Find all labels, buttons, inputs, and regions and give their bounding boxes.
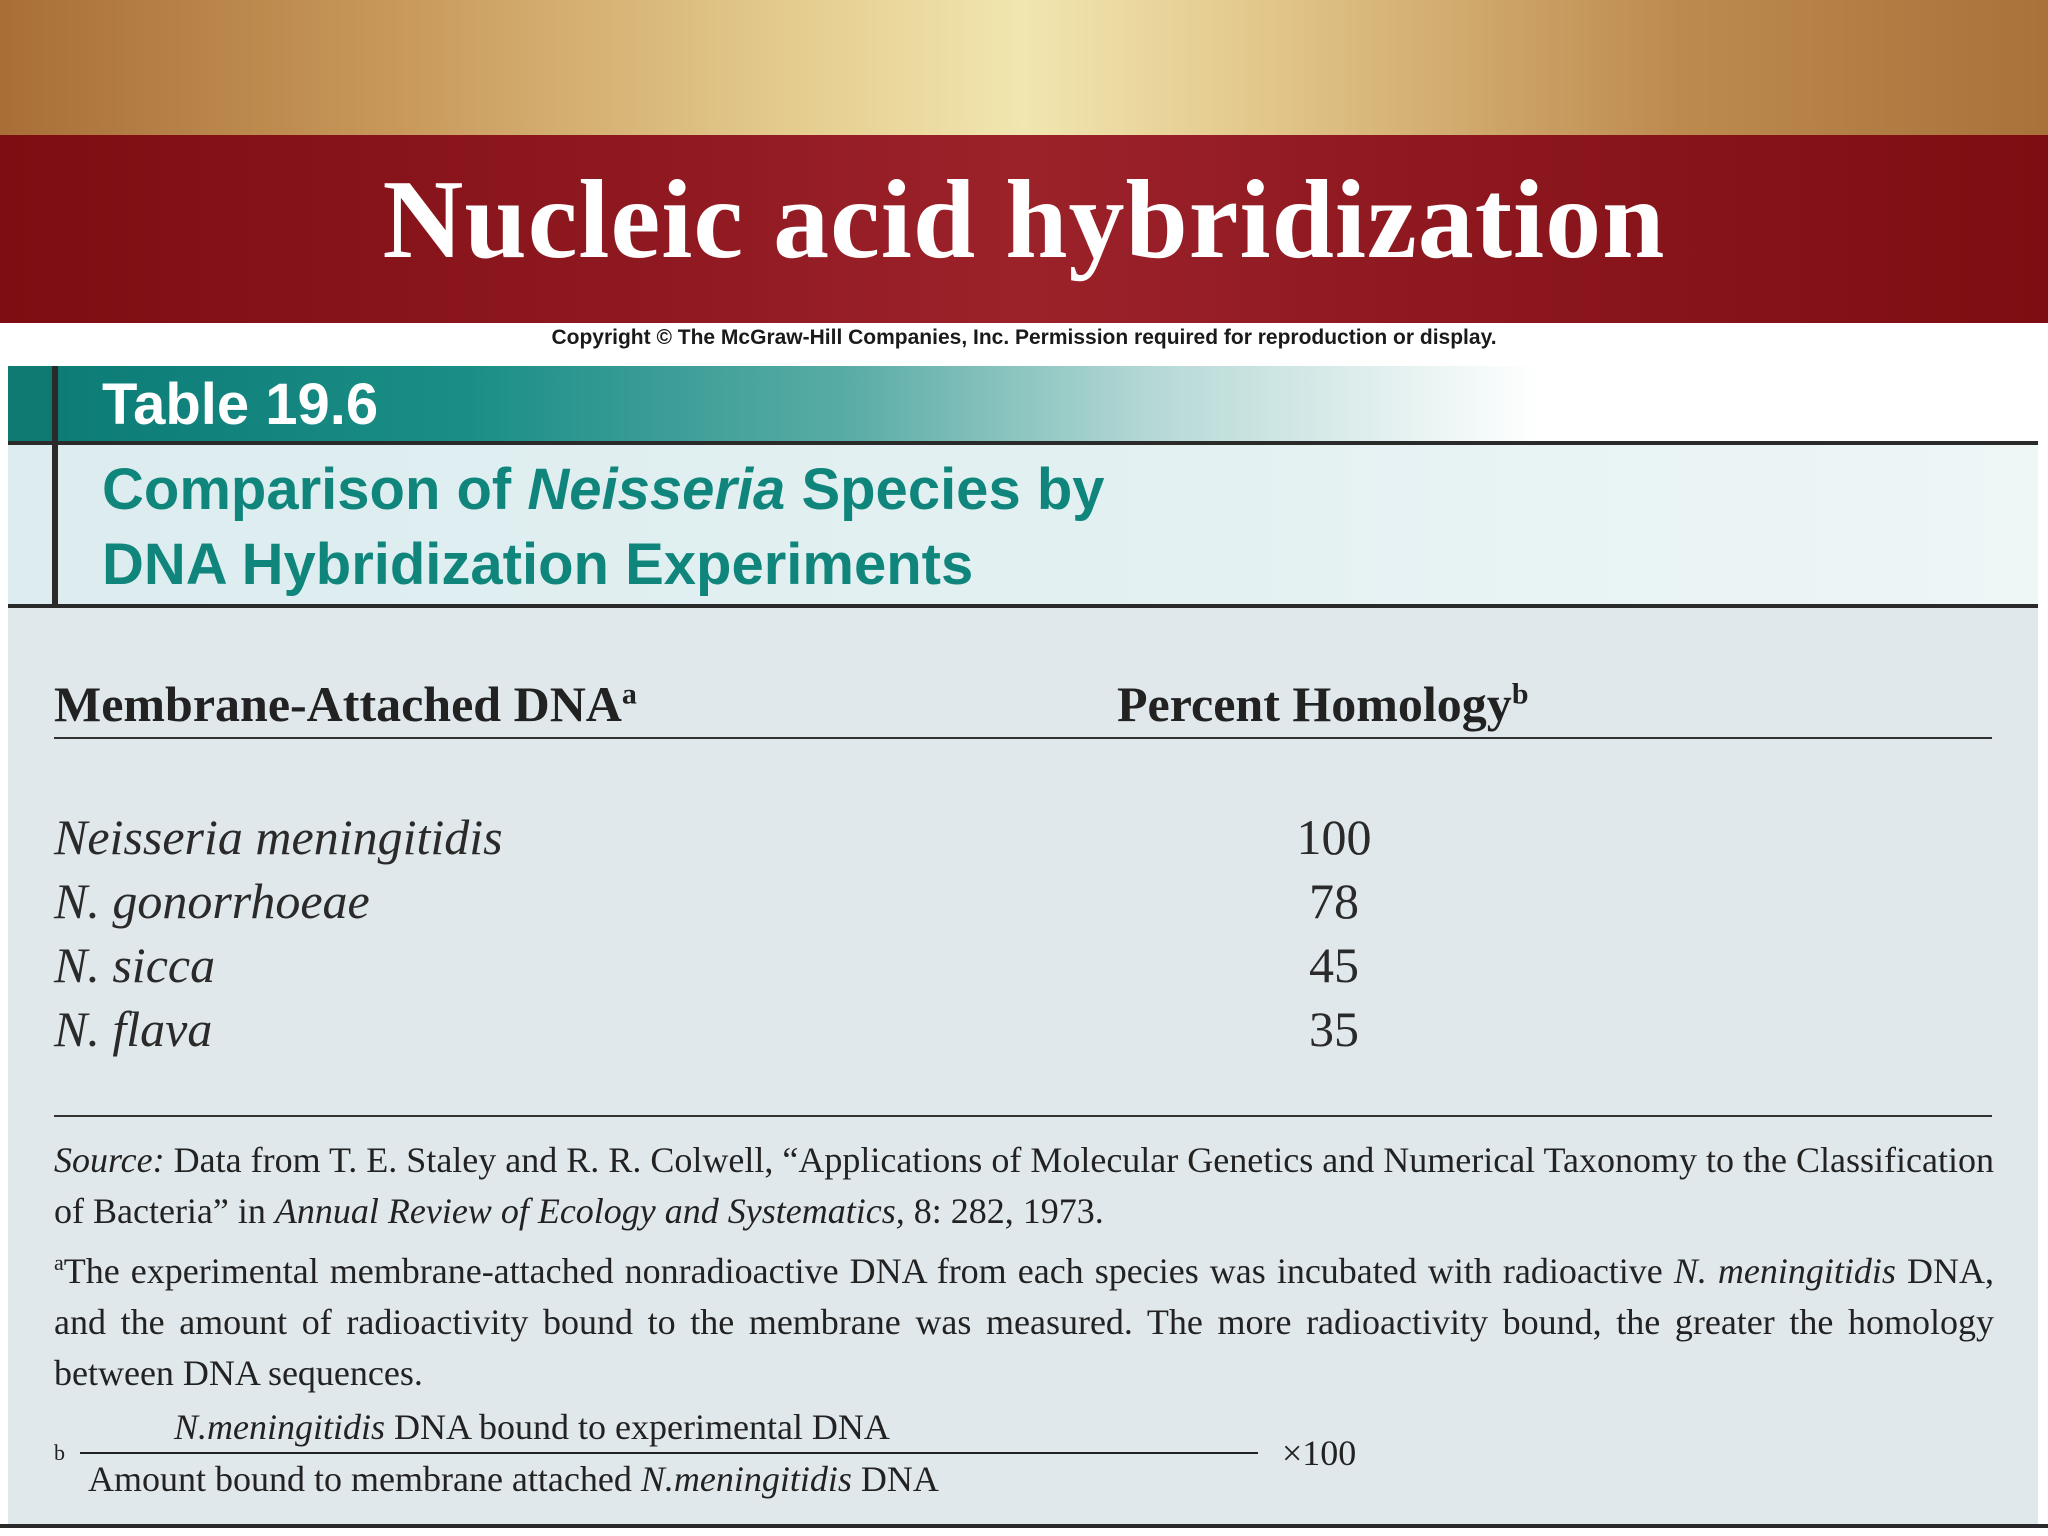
footnote-mark-a: a — [621, 677, 637, 711]
header-rule — [54, 737, 1992, 739]
slide-title: Nucleic acid hybridization — [382, 158, 1666, 282]
footnote-mark-b: b — [1511, 677, 1529, 711]
table-number: Table 19.6 — [102, 372, 379, 437]
table-number-bar-mark — [8, 366, 52, 442]
percent-homology-value: 100 — [1296, 809, 1372, 865]
column-header-membrane-dna-label: Membrane-Attached DNA — [54, 676, 622, 732]
table-notes — [54, 1135, 1994, 1399]
formula-numerator-text: DNA bound to experimental DNA — [385, 1407, 890, 1447]
caption-line1-a: Comparison of — [102, 457, 528, 522]
caption-vertical-rule — [52, 366, 58, 606]
footnote-a-text-1: The experimental membrane-attached nonradioactive DNA from each species was incubated with radioactive — [63, 1251, 1674, 1291]
source-text-1: Data from T. E. Staley and R. R. Colwell, “Applications of Molecular Genetics and Numerical Taxonomy to the Classification of Bacteria” in — [54, 1140, 1994, 1231]
table-caption — [102, 452, 1902, 602]
species-name: N. flava — [54, 1001, 213, 1057]
footnote-a-text-2: DNA, and the amount of radioactivity bound to the membrane was measured. The more radioactivity bound, the greater the homology between DNA sequences. — [54, 1251, 1994, 1393]
caption-line1-b: Species by — [785, 457, 1105, 522]
column-header-percent-homology-label: Percent Homology — [1117, 676, 1512, 732]
table-row — [54, 936, 1992, 1000]
caption-line2: DNA Hybridization Experiments — [102, 532, 974, 597]
page-bottom-rule — [0, 1524, 2048, 1528]
formula-denominator-text: Amount bound to membrane attached — [88, 1459, 641, 1499]
copyright-notice: Copyright © The McGraw-Hill Companies, Inc. Permission required for reproduction or display. — [551, 326, 1497, 349]
formula-numerator — [174, 1406, 890, 1448]
formula-fraction-bar — [80, 1452, 1258, 1454]
source-label: Source: — [54, 1140, 165, 1180]
species-name: Neisseria meningitidis — [54, 809, 503, 865]
formula-denominator-tail: DNA — [851, 1459, 939, 1499]
source-text-2: 8: 282, 1973. — [904, 1191, 1104, 1231]
footnote-a-mark: a — [54, 1250, 64, 1275]
species-name: N. gonorrhoeae — [54, 873, 370, 929]
caption-genus: Neisseria — [527, 457, 786, 522]
footnote-b-formula — [54, 1402, 1454, 1512]
species-name: N. sicca — [54, 937, 216, 993]
footnote-a-species: N. meningitidis — [1673, 1251, 1896, 1291]
formula-denominator-species: N.meningitidis — [640, 1459, 852, 1499]
table-row — [54, 1000, 1992, 1064]
percent-homology-value: 78 — [1309, 873, 1359, 929]
footnote-b-mark: b — [54, 1440, 65, 1465]
table-row — [54, 808, 1992, 872]
formula-denominator — [88, 1458, 939, 1500]
source-journal: Annual Review of Ecology and Systematics, — [274, 1191, 905, 1231]
footnote-a — [54, 1237, 1994, 1399]
source-note — [54, 1135, 1994, 1237]
column-header-percent-homology — [1117, 675, 1529, 733]
column-header-membrane-dna — [54, 675, 637, 733]
formula-numerator-species: N.meningitidis — [174, 1407, 386, 1447]
percent-homology-value: 45 — [1309, 937, 1359, 993]
top-gold-band — [0, 0, 2048, 135]
table-bottom-rule — [54, 1115, 1992, 1117]
formula-multiplier: ×100 — [1282, 1433, 1357, 1473]
percent-homology-value: 35 — [1309, 1001, 1359, 1057]
table-row — [54, 872, 1992, 936]
